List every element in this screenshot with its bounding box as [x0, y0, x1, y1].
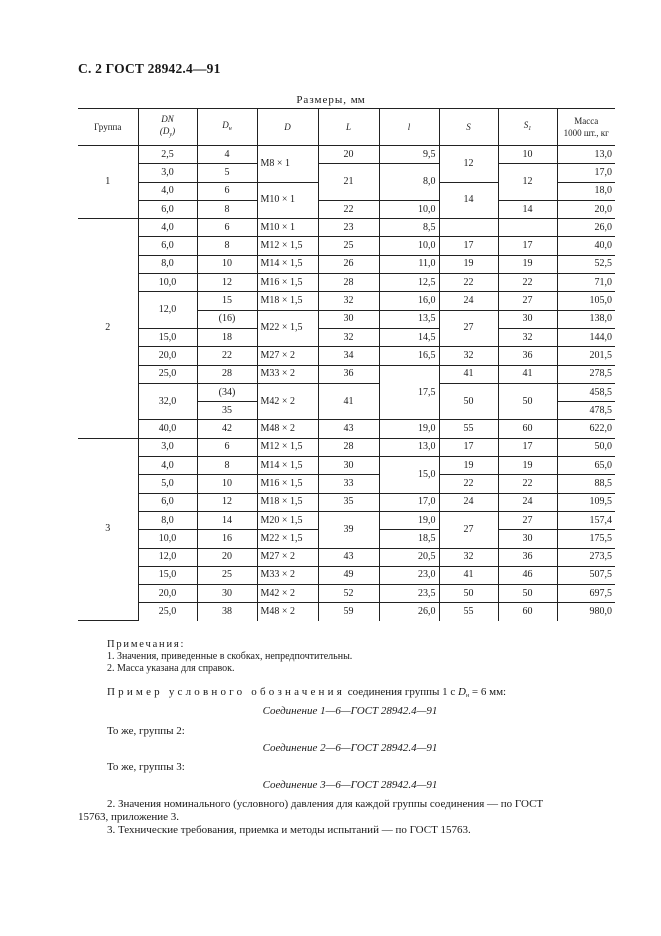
cell-dh: (34)	[197, 383, 257, 401]
cell-mass: 697,5	[557, 585, 615, 603]
table-row	[78, 420, 615, 438]
cell-L: 35	[318, 493, 379, 511]
cell-l: 18,5	[379, 530, 439, 548]
table-row	[78, 493, 615, 511]
cell-dh: 6	[197, 182, 257, 200]
cell-dh: 20	[197, 548, 257, 566]
group-cell: 1	[78, 146, 138, 219]
cell-d: M42 × 2	[257, 585, 318, 603]
cell-d: M12 × 1,5	[257, 438, 318, 456]
cell-L: 20	[318, 146, 379, 164]
cell-s: 50	[439, 585, 498, 603]
cell-dn: 20,0	[138, 585, 197, 603]
header-dn: DN $(D_y)$	[138, 109, 197, 146]
designation-2: Соединение 2—6—ГОСТ 28942.4—91	[262, 742, 438, 754]
cell-mass: 507,5	[557, 566, 615, 584]
cell-s: 27	[439, 511, 498, 548]
cell-s1: 22	[498, 475, 557, 493]
cell-dh: 8	[197, 457, 257, 475]
same-group-2: То же, группы 2:	[107, 725, 185, 737]
cell-dn: 15,0	[138, 566, 197, 584]
dimensions-table	[78, 108, 615, 621]
cell-l: 12,5	[379, 274, 439, 292]
cell-dh: 35	[197, 402, 257, 420]
cell-dn: 3,0	[138, 438, 197, 456]
cell-s: 17	[439, 237, 498, 255]
cell-dn: 10,0	[138, 274, 197, 292]
note-2: 2. Масса указана для справок.	[107, 663, 235, 674]
table-row	[78, 457, 615, 475]
cell-L: 21	[318, 164, 379, 201]
cell-d: M12 × 1,5	[257, 237, 318, 255]
cell-s: 27	[439, 310, 498, 347]
cell-d: M33 × 2	[257, 566, 318, 584]
cell-L: 28	[318, 274, 379, 292]
cell-dh: 18	[197, 328, 257, 346]
cell-l: 20,5	[379, 548, 439, 566]
cell-s1: 22	[498, 274, 557, 292]
table-row	[78, 566, 615, 584]
cell-s1: 19	[498, 255, 557, 273]
cell-mass: 105,0	[557, 292, 615, 310]
example-text-2: = 6 мм:	[471, 686, 507, 698]
cell-l: 15,0	[379, 457, 439, 494]
cell-d: M33 × 2	[257, 365, 318, 383]
cell-d: M10 × 1	[257, 219, 318, 237]
cell-s1: 32	[498, 328, 557, 346]
group-cell: 2	[78, 219, 138, 439]
table-caption-unit: мм	[350, 94, 365, 106]
paragraph-2	[78, 798, 617, 824]
table-row	[78, 292, 615, 310]
cell-dn: 5,0	[138, 475, 197, 493]
paragraph-3: 3. Технические требования, приемка и методы испытаний — по ГОСТ 15763.	[107, 824, 471, 836]
cell-d: M42 × 2	[257, 383, 318, 420]
notes-title: Примечания:	[107, 639, 186, 650]
page-header: С. 2 ГОСТ 28942.4—91	[78, 61, 221, 76]
cell-L: 30	[318, 457, 379, 475]
cell-dh: 10	[197, 475, 257, 493]
example-symbol: D	[458, 686, 466, 698]
cell-d: M10 × 1	[257, 182, 318, 219]
cell-L: 34	[318, 347, 379, 365]
cell-d: M18 × 1,5	[257, 493, 318, 511]
cell-dn: 2,5	[138, 146, 197, 164]
cell-d: M48 × 2	[257, 420, 318, 438]
table-row	[78, 328, 615, 346]
cell-dn: 6,0	[138, 237, 197, 255]
cell-l: 23,0	[379, 566, 439, 584]
table-caption	[0, 94, 661, 106]
cell-dn: 25,0	[138, 365, 197, 383]
cell-dn: 25,0	[138, 603, 197, 621]
cell-s: 55	[439, 420, 498, 438]
cell-l: 13,0	[379, 438, 439, 456]
designation-example-line	[107, 686, 506, 699]
table-row	[78, 603, 615, 621]
cell-dn: 6,0	[138, 200, 197, 218]
cell-mass: 50,0	[557, 438, 615, 456]
cell-dh: 8	[197, 200, 257, 218]
cell-L: 39	[318, 511, 379, 548]
cell-s1: 60	[498, 420, 557, 438]
cell-s	[439, 219, 498, 237]
table-row	[78, 219, 615, 237]
cell-d: M16 × 1,5	[257, 274, 318, 292]
cell-s: 55	[439, 603, 498, 621]
cell-L: 52	[318, 585, 379, 603]
table-row	[78, 475, 615, 493]
cell-L: 33	[318, 475, 379, 493]
cell-L: 23	[318, 219, 379, 237]
cell-s1: 36	[498, 548, 557, 566]
cell-l: 10,0	[379, 200, 439, 218]
cell-l: 14,5	[379, 328, 439, 346]
cell-l: 16,5	[379, 347, 439, 365]
cell-l: 10,0	[379, 237, 439, 255]
cell-s1: 10	[498, 146, 557, 164]
cell-mass: 40,0	[557, 237, 615, 255]
cell-d: M22 × 1,5	[257, 530, 318, 548]
cell-s: 32	[439, 347, 498, 365]
cell-s1	[498, 219, 557, 237]
paragraph-2-line-1: 2. Значения номинального (условного) давления для каждой группы соединения — по ГОСТ	[107, 798, 544, 810]
cell-mass: 18,0	[557, 182, 615, 200]
cell-L: 25	[318, 237, 379, 255]
cell-s: 19	[439, 457, 498, 475]
cell-dh: 14	[197, 511, 257, 529]
cell-dn: 40,0	[138, 420, 197, 438]
cell-s1: 41	[498, 365, 557, 383]
cell-mass: 88,5	[557, 475, 615, 493]
cell-s1: 30	[498, 310, 557, 328]
cell-l: 16,0	[379, 292, 439, 310]
cell-L: 26	[318, 255, 379, 273]
cell-dh: 42	[197, 420, 257, 438]
cell-L: 36	[318, 365, 379, 383]
cell-dh: 6	[197, 219, 257, 237]
cell-mass: 20,0	[557, 200, 615, 218]
cell-dh: 16	[197, 530, 257, 548]
cell-dn: 12,0	[138, 292, 197, 329]
cell-l: 17,0	[379, 493, 439, 511]
header-d: D	[257, 109, 318, 146]
cell-d: M16 × 1,5	[257, 475, 318, 493]
cell-s: 41	[439, 365, 498, 383]
cell-dh: 12	[197, 493, 257, 511]
cell-L: 49	[318, 566, 379, 584]
cell-dh: 25	[197, 566, 257, 584]
cell-dn: 8,0	[138, 255, 197, 273]
cell-dh: 4	[197, 146, 257, 164]
cell-mass: 458,5	[557, 383, 615, 401]
cell-mass: 109,5	[557, 493, 615, 511]
cell-d: M18 × 1,5	[257, 292, 318, 310]
note-1: 1. Значения, приведенные в скобках, непредпочтительны.	[107, 651, 353, 662]
cell-s1: 60	[498, 603, 557, 621]
table-row	[78, 383, 615, 401]
header-l: l	[379, 109, 439, 146]
table-row	[78, 255, 615, 273]
header-s: S	[439, 109, 498, 146]
cell-dh: 28	[197, 365, 257, 383]
cell-s1: 36	[498, 347, 557, 365]
cell-mass: 144,0	[557, 328, 615, 346]
cell-s1: 50	[498, 383, 557, 420]
cell-s: 12	[439, 146, 498, 183]
cell-dn: 15,0	[138, 328, 197, 346]
cell-dh: 15	[197, 292, 257, 310]
cell-dn: 6,0	[138, 493, 197, 511]
cell-mass: 157,4	[557, 511, 615, 529]
cell-mass: 278,5	[557, 365, 615, 383]
example-symbol-sub: н	[465, 693, 470, 699]
cell-dn: 4,0	[138, 219, 197, 237]
designation-3: Соединение 3—6—ГОСТ 28942.4—91	[262, 779, 438, 791]
table-row	[78, 511, 615, 529]
cell-L: 43	[318, 548, 379, 566]
table-row	[78, 164, 615, 182]
header-group: Группа	[78, 109, 138, 146]
table-header-row	[78, 109, 615, 146]
cell-d: M14 × 1,5	[257, 255, 318, 273]
cell-s: 32	[439, 548, 498, 566]
cell-mass: 201,5	[557, 347, 615, 365]
cell-dn: 10,0	[138, 530, 197, 548]
cell-l: 11,0	[379, 255, 439, 273]
cell-l: 19,0	[379, 420, 439, 438]
cell-dh: (16)	[197, 310, 257, 328]
cell-s1: 50	[498, 585, 557, 603]
table-caption-label: Размеры,	[296, 94, 347, 106]
cell-s1: 19	[498, 457, 557, 475]
cell-mass: 138,0	[557, 310, 615, 328]
cell-mass: 622,0	[557, 420, 615, 438]
table-row	[78, 438, 615, 456]
cell-dh: 22	[197, 347, 257, 365]
cell-dh: 8	[197, 237, 257, 255]
cell-L: 43	[318, 420, 379, 438]
cell-dn: 12,0	[138, 548, 197, 566]
cell-s: 24	[439, 493, 498, 511]
header-L: L	[318, 109, 379, 146]
cell-s: 14	[439, 182, 498, 219]
table-row	[78, 200, 615, 218]
cell-s: 22	[439, 274, 498, 292]
cell-l: 9,5	[379, 146, 439, 164]
cell-dh: 38	[197, 603, 257, 621]
paragraph-2-line-2: 15763, приложение 3.	[78, 811, 179, 823]
cell-d: M27 × 2	[257, 347, 318, 365]
cell-s1: 46	[498, 566, 557, 584]
cell-L: 41	[318, 383, 379, 420]
cell-mass: 13,0	[557, 146, 615, 164]
cell-dn: 8,0	[138, 511, 197, 529]
example-heading: Пример условного обозначения	[107, 686, 345, 698]
cell-s: 19	[439, 255, 498, 273]
table-row	[78, 274, 615, 292]
cell-d: M20 × 1,5	[257, 511, 318, 529]
cell-dh: 30	[197, 585, 257, 603]
header-dh: $D_н$	[197, 109, 257, 146]
table-row	[78, 237, 615, 255]
cell-mass: 26,0	[557, 219, 615, 237]
notes-block	[107, 639, 352, 675]
designation-1: Соединение 1—6—ГОСТ 28942.4—91	[262, 705, 438, 717]
cell-l: 8,5	[379, 219, 439, 237]
cell-L: 32	[318, 292, 379, 310]
cell-mass: 65,0	[557, 457, 615, 475]
group-cell: 3	[78, 438, 138, 620]
table-row	[78, 146, 615, 164]
same-group-3: То же, группы 3:	[107, 761, 185, 773]
cell-dh: 5	[197, 164, 257, 182]
cell-d: M14 × 1,5	[257, 457, 318, 475]
example-text-1: соединения группы 1 с	[347, 686, 456, 698]
cell-s1: 17	[498, 237, 557, 255]
cell-s: 50	[439, 383, 498, 420]
cell-s1: 12	[498, 164, 557, 201]
cell-dh: 6	[197, 438, 257, 456]
cell-l: 8,0	[379, 164, 439, 201]
cell-l: 13,5	[379, 310, 439, 328]
cell-dn: 3,0	[138, 164, 197, 182]
cell-l: 23,5	[379, 585, 439, 603]
cell-s: 41	[439, 566, 498, 584]
cell-L: 22	[318, 200, 379, 218]
cell-dn: 4,0	[138, 182, 197, 200]
cell-s1: 27	[498, 511, 557, 529]
cell-d: M8 × 1	[257, 146, 318, 183]
cell-dh: 12	[197, 274, 257, 292]
cell-d: M48 × 2	[257, 603, 318, 621]
cell-s: 22	[439, 475, 498, 493]
cell-mass: 17,0	[557, 164, 615, 182]
cell-dh: 10	[197, 255, 257, 273]
cell-d: M27 × 2	[257, 548, 318, 566]
cell-s1: 30	[498, 530, 557, 548]
cell-l: 17,5	[379, 365, 439, 420]
cell-mass: 52,5	[557, 255, 615, 273]
table-row	[78, 365, 615, 383]
cell-s1: 14	[498, 200, 557, 218]
cell-s: 17	[439, 438, 498, 456]
cell-L: 32	[318, 328, 379, 346]
cell-L: 59	[318, 603, 379, 621]
cell-mass: 273,5	[557, 548, 615, 566]
cell-s1: 17	[498, 438, 557, 456]
cell-d: M22 × 1,5	[257, 310, 318, 347]
header-mass: Масса 1000 шт., кг	[557, 109, 615, 146]
table-row	[78, 585, 615, 603]
cell-L: 30	[318, 310, 379, 328]
table-row	[78, 548, 615, 566]
cell-l: 19,0	[379, 511, 439, 529]
cell-L: 28	[318, 438, 379, 456]
cell-mass: 980,0	[589, 606, 612, 618]
cell-s: 24	[439, 292, 498, 310]
cell-s1: 24	[498, 493, 557, 511]
cell-mass: 478,5	[557, 402, 615, 420]
cell-dn: 20,0	[138, 347, 197, 365]
cell-mass: 175,5	[557, 530, 615, 548]
cell-s1: 27	[498, 292, 557, 310]
cell-l: 26,0	[379, 603, 439, 621]
header-s1: $S_1$	[498, 109, 557, 146]
cell-mass: 71,0	[557, 274, 615, 292]
cell-dn: 4,0	[138, 457, 197, 475]
cell-dn: 32,0	[138, 383, 197, 420]
table-row	[78, 347, 615, 365]
